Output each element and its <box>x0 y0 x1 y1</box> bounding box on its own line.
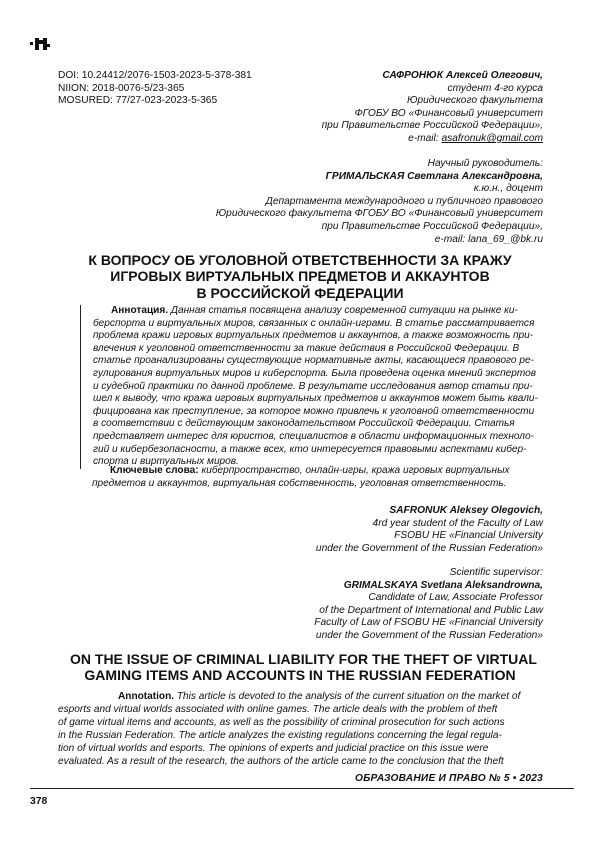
ru-supervisor-line: при Правительстве Российской Федерации», <box>321 220 543 232</box>
page-number: 378 <box>30 796 48 807</box>
ru-supervisor-role: Научный руководитель: <box>427 158 543 169</box>
ru-abstract-line: шел к выводу, что кража игровых виртуальных предметов и аккаунтов может быть квали- <box>93 393 538 405</box>
ru-supervisor-line: Департамента международного и публичного правового <box>265 195 543 207</box>
ru-abstract-line: гий и кибербезопасности, а также всех, кто интересуется правовыми аспектами кибер- <box>93 443 527 455</box>
journal-name: ОБРАЗОВАНИЕ И ПРАВО № 5 • 2023 <box>354 773 543 784</box>
ru-abstract-line: спорта и виртуальных миров. <box>93 456 239 468</box>
ru-author-block <box>322 70 543 146</box>
mosured: MOSURED: 77/27-023-2023-5-365 <box>58 95 218 107</box>
ru-abstract-line: влечения к уголовной ответственности за такие действия в Российской Федерации. В <box>93 342 520 354</box>
ru-abstract-label: Аннотация. <box>111 305 169 316</box>
ru-title-line: ИГРОВЫХ ВИРТУАЛЬНЫХ ПРЕДМЕТОВ И АККАУНТОВ <box>110 268 490 285</box>
en-abstract-line: of game virtual items and accounts, as well as the possibility of criminal prosecution for such actions <box>58 717 505 728</box>
journal-logo-icon <box>30 38 50 50</box>
en-abstract <box>58 690 544 768</box>
ru-keywords <box>92 465 554 490</box>
ru-article-title <box>70 252 530 301</box>
footer-divider <box>30 788 574 789</box>
ru-abstract-line: фицирована как преступление, за которое можно привлечь к уголовной ответственности <box>93 405 535 417</box>
en-abstract-first-line: Annotation. This article is devoted to the analysis of the current situation on the market of <box>118 691 521 702</box>
ru-author-line: Юридического факультета <box>407 95 543 107</box>
article-identifiers <box>58 70 252 108</box>
ru-supervisor-email: e-mail: lana_69_@bk.ru <box>434 233 543 245</box>
ru-abstract-line: и судебной практики по данной проблеме. В результате исследования автор статьи при- <box>93 380 533 392</box>
en-author-name: SAFRONUK Aleksey Olegovich, <box>389 505 543 516</box>
ru-abstract-line: статье проанализированы существующие нормативные акты, касающиеся правового ре- <box>93 355 534 367</box>
ru-abstract-first-line: Аннотация. Данная статья посвящена анализу современной ситуации на рынке ки- <box>111 305 518 316</box>
niion: NIION: 2018-0076-5/23-365 <box>58 82 185 94</box>
ru-title-line: В РОССИЙСКОЙ ФЕДЕРАЦИИ <box>196 284 404 301</box>
ru-supervisor-line: к.ю.н., доцент <box>473 183 543 195</box>
ru-author-line: при Правительстве Российской Федерации», <box>321 120 543 132</box>
doi: DOI: 10.24412/2076-1503-2023-5-378-381 <box>58 70 252 81</box>
en-title-line: ON THE ISSUE OF CRIMINAL LIABILITY FOR THE THEFT OF VIRTUAL <box>70 651 537 667</box>
ru-abstract-line: берспорта и виртуальных миров, связанных с онлайн-играми. В статье рассматривается <box>93 317 535 329</box>
ru-supervisor-line: Юридического факультета ФГОБУ ВО «Финансовый университет <box>215 208 543 220</box>
en-supervisor-line: under the Government of the Russian Federation» <box>315 629 543 641</box>
en-author-block <box>316 505 543 555</box>
email-label: e-mail: <box>408 132 442 144</box>
ru-keywords-first-line: Ключевые слова: киберпространство, онлайн-игры, кража игровых виртуальных <box>110 465 510 476</box>
ru-abstract-line: гулирования виртуальных миров и киберспорта. Была проведена оценка мнений экспертов <box>93 367 537 379</box>
en-abstract-label: Annotation. <box>118 691 175 702</box>
author-email-link[interactable]: asafronuk@gmail.com <box>441 132 543 144</box>
ru-abstract-line: представляет интерес для юристов, специалистов в области информационных техноло- <box>93 430 534 442</box>
en-abstract-line: in the Russian Federation. The article analyzes the existing regulations concerning the legal regula- <box>58 730 502 741</box>
ru-keywords-label: Ключевые слова: <box>110 465 199 476</box>
ru-author-name: САФРОНЮК Алексей Олегович, <box>382 70 543 81</box>
en-supervisor-line: Faculty of Law of FSOBU HE «Financial University <box>314 617 543 629</box>
en-abstract-line: esports and virtual worlds associated with online games. The article deals with the problem of theft <box>58 704 498 715</box>
en-supervisor-role: Scientific supervisor: <box>449 567 543 578</box>
ru-supervisor-block <box>216 158 543 246</box>
en-title-line: GAMING ITEMS AND ACCOUNTS IN THE RUSSIAN FEDERATION <box>84 667 516 684</box>
en-author-line: 4rd year student of the Faculty of Law <box>372 517 543 529</box>
ru-abstract-line: в соответствии с действующим законодательством Российской Федерации. Статья <box>93 418 515 430</box>
en-author-line: FSOBU HE «Financial University <box>394 530 543 542</box>
ru-abstract <box>80 305 555 469</box>
ru-author-line: студент 4-го курса <box>447 82 543 94</box>
en-supervisor-block <box>314 567 543 643</box>
en-article-title <box>70 651 537 684</box>
en-supervisor-line: of the Department of International and Public Law <box>319 604 543 616</box>
en-abstract-line: tion of virtual worlds and esports. The opinions of experts and judicial practice on this issue were <box>58 743 489 754</box>
ru-keywords-line: предметов и аккаунтов, виртуальная собственность, уголовная ответственность. <box>92 477 507 489</box>
en-author-line: under the Government of the Russian Federation» <box>315 542 543 554</box>
en-supervisor-line: Candidate of Law, Associate Professor <box>368 592 543 604</box>
ru-supervisor-name: ГРИМАЛЬСКАЯ Светлана Александровна, <box>325 170 543 182</box>
ru-abstract-line: проблема кражи игровых виртуальных предметов и аккаунтов, а также возможность при- <box>93 330 534 342</box>
ru-author-email-line <box>322 133 543 146</box>
en-supervisor-name: GRIMALSKAYA Svetlana Aleksandrowna, <box>343 579 543 591</box>
ru-title-line: К ВОПРОСУ ОБ УГОЛОВНОЙ ОТВЕТСТВЕННОСТИ ЗА КРАЖУ <box>88 252 512 268</box>
ru-author-line: ФГОБУ ВО «Финансовый университет <box>354 107 543 119</box>
en-abstract-line: evaluated. As a result of the research, the authors of the article came to the conclusion that the theft <box>58 756 504 767</box>
